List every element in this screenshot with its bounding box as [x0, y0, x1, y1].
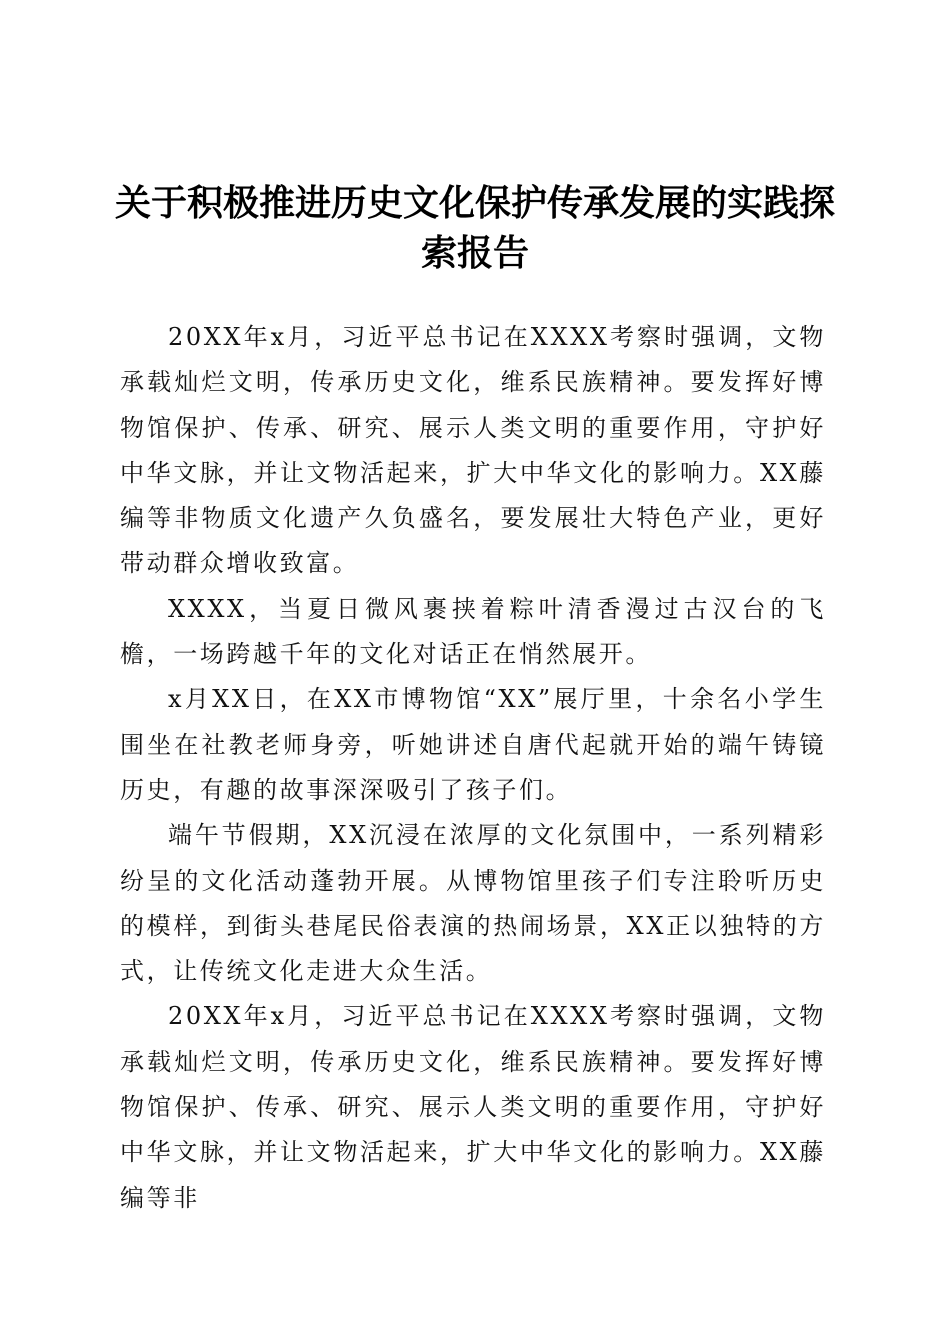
paragraph-3: x月XX日，在XX市博物馆“XX”展厅里，十余名小学生围坐在社教老师身旁，听她讲述自唐代起就开始的端午铸镜历史，有趣的故事深深吸引了孩子们。 [120, 685, 826, 804]
paragraph-4: 端午节假期，XX沉浸在浓厚的文化氛围中，一系列精彩纷呈的文化活动蓬勃开展。从博物馆里孩子们专注聆听历史的模样，到街头巷尾民俗表演的热闹场景，XX正以独特的方式，让传统文化走进大众生活。 [120, 821, 826, 986]
document-body [120, 315, 826, 1221]
document-title: 关于积极推进历史文化保护传承发展的实践探索报告 [114, 182, 835, 274]
paragraph-5: 20XX年x月，习近平总书记在XXXX考察时强调，文物承载灿烂文明，传承历史文化，维系民族精神。要发挥好博物馆保护、传承、研究、展示人类文明的重要作用，守护好中华文脉，并让文物活起来，扩大中华文化的影响力。XX藤编等非 [120, 1002, 826, 1212]
paragraph-2: XXXX，当夏日微风裹挟着粽叶清香漫过古汉台的飞檐，一场跨越千年的文化对话正在悄然展开。 [120, 594, 826, 669]
paragraph-1: 20XX年x月，习近平总书记在XXXX考察时强调，文物承载灿烂文明，传承历史文化，维系民族精神。要发挥好博物馆保护、传承、研究、展示人类文明的重要作用，守护好中华文脉，并让文物活起来，扩大中华文化的影响力。XX藤编等非物质文化遗产久负盛名，要发展壮大特色产业，更好带动群众增收致富。 [120, 323, 826, 578]
